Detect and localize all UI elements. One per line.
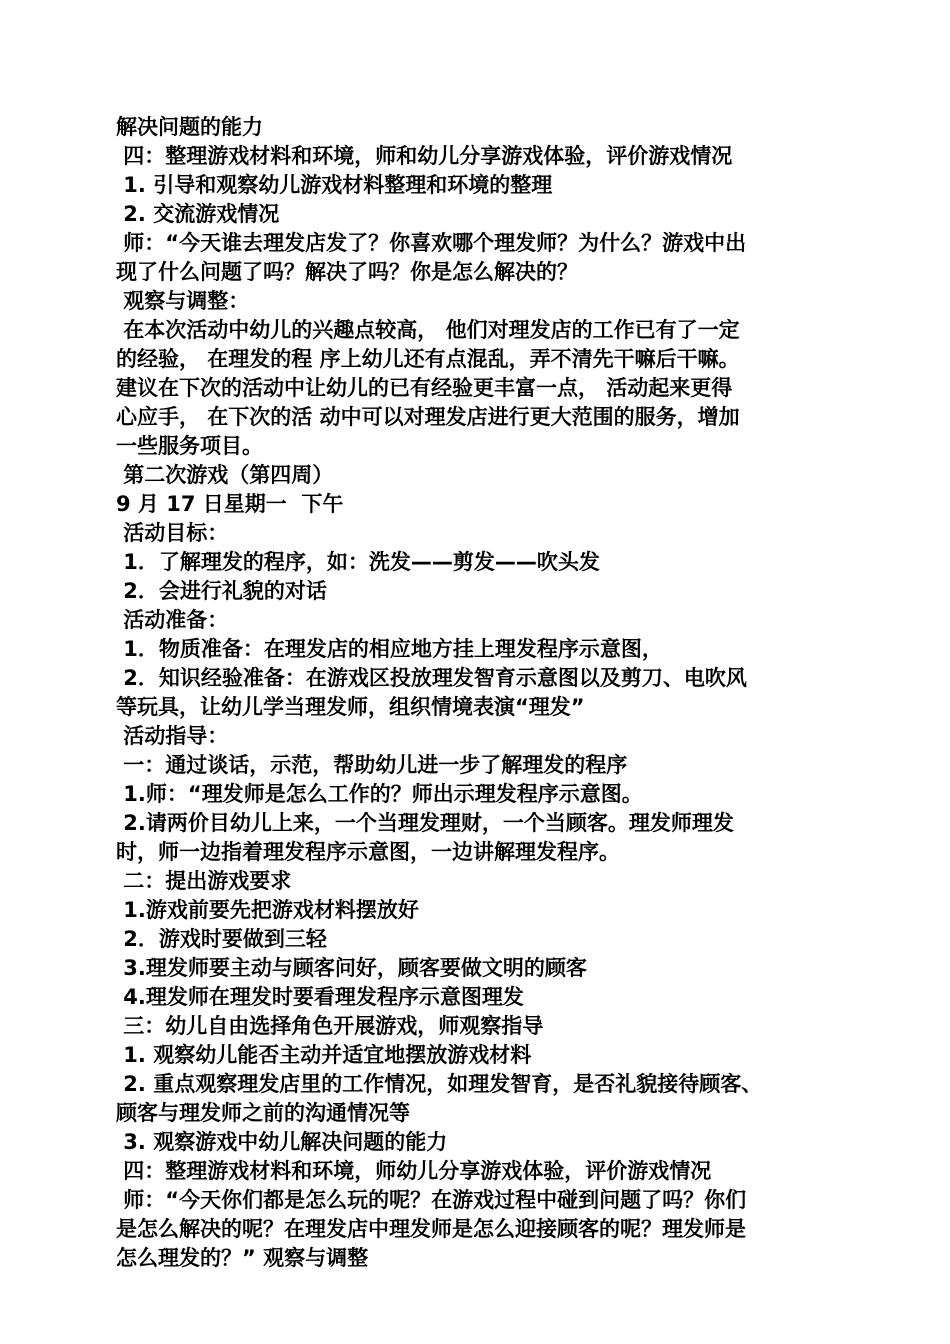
- text-line: 现了什么问题了吗？解决了吗？你是怎么解决的？: [116, 260, 578, 284]
- text-line: 一些服务项目。: [116, 434, 263, 458]
- list-item: 1.师：“理发师是怎么工作的？师出示理发程序示意图。: [116, 782, 643, 806]
- text-line: 建议在下次的活动中让幼儿的已有经验更丰富一点， 活动起来更得: [116, 376, 733, 400]
- text-line: 心应手， 在下次的活 动中可以对理发店进行更大范围的服务，增加: [116, 405, 740, 429]
- list-item: 2. 重点观察理发店里的工作情况，如理发智育，是否礼貌接待顾客、: [116, 1072, 763, 1096]
- text-line: 怎么理发的？” 观察与调整: [116, 1246, 369, 1270]
- list-item: 4.理发师在理发时要看理发程序示意图理发: [116, 985, 524, 1009]
- text-line: 的经验， 在理发的程 序上幼儿还有点混乱，弄不清先干嘛后干嘛。: [116, 347, 740, 371]
- text-line: 是怎么解决的呢？在理发店中理发师是怎么迎接顾客的呢？理发师是: [116, 1217, 746, 1241]
- document-body: [116, 113, 841, 1273]
- section-heading: 观察与调整：: [116, 289, 250, 313]
- section-heading: 四：整理游戏材料和环境，师幼儿分享游戏体验，评价游戏情况: [116, 1159, 712, 1183]
- text-line: 时，师一边指着理发程序示意图，一边讲解理发程序。: [116, 840, 620, 864]
- text-line: 2. 交流游戏情况: [116, 202, 280, 226]
- text-line: 解决问题的能力: [116, 115, 263, 139]
- section-heading: 第二次游戏（第四周）: [116, 463, 334, 487]
- date-line: 9 月 17 日星期一 下午: [116, 492, 344, 516]
- text-line: 师：“今天你们都是怎么玩的呢？在游戏过程中碰到问题了吗？你们: [116, 1188, 747, 1212]
- list-item: 2.请两价目幼儿上来，一个当理发理财，一个当顾客。理发师理发: [116, 811, 734, 835]
- list-item: 1．物质准备：在理发店的相应地方挂上理发程序示意图，: [116, 637, 663, 661]
- section-heading: 活动准备：: [116, 608, 229, 632]
- section-heading: 二：提出游戏要求: [116, 869, 292, 893]
- section-heading: 三：幼儿自由选择角色开展游戏，师观察指导: [116, 1014, 544, 1038]
- text-line: 在本次活动中幼儿的兴趣点较高， 他们对理发店的工作已有了一定: [116, 318, 740, 342]
- list-item: 3. 观察游戏中幼儿解决问题的能力: [116, 1130, 448, 1154]
- text-line: 等玩具，让幼儿学当理发师，组织情境表演“理发”: [116, 695, 585, 719]
- text-line: 师：“今天谁去理发店发了？你喜欢哪个理发师？为什么？游戏中出: [116, 231, 747, 255]
- section-heading: 活动目标：: [116, 521, 229, 545]
- list-item: 2．知识经验准备：在游戏区投放理发智育示意图以及剪刀、电吹风: [116, 666, 747, 690]
- list-item: 1.游戏前要先把游戏材料摆放好: [116, 898, 419, 922]
- text-line: 1. 引导和观察幼儿游戏材料整理和环境的整理: [116, 173, 553, 197]
- list-item: 1. 观察幼儿能否主动并适宜地摆放游戏材料: [116, 1043, 532, 1067]
- section-heading: 四：整理游戏材料和环境，师和幼儿分享游戏体验，评价游戏情况: [116, 144, 733, 168]
- list-item: 1．了解理发的程序，如：洗发——剪发——吹头发: [116, 550, 600, 574]
- list-item: 2．游戏时要做到三轻: [116, 927, 327, 951]
- section-heading: 一：通过谈话，示范，帮助幼儿进一步了解理发的程序: [116, 753, 628, 777]
- list-item: 3.理发师要主动与顾客问好，顾客要做文明的顾客: [116, 956, 587, 980]
- list-item: 2．会进行礼貌的对话: [116, 579, 327, 603]
- text-line: 顾客与理发师之前的沟通情况等: [116, 1101, 410, 1125]
- section-heading: 活动指导：: [116, 724, 229, 748]
